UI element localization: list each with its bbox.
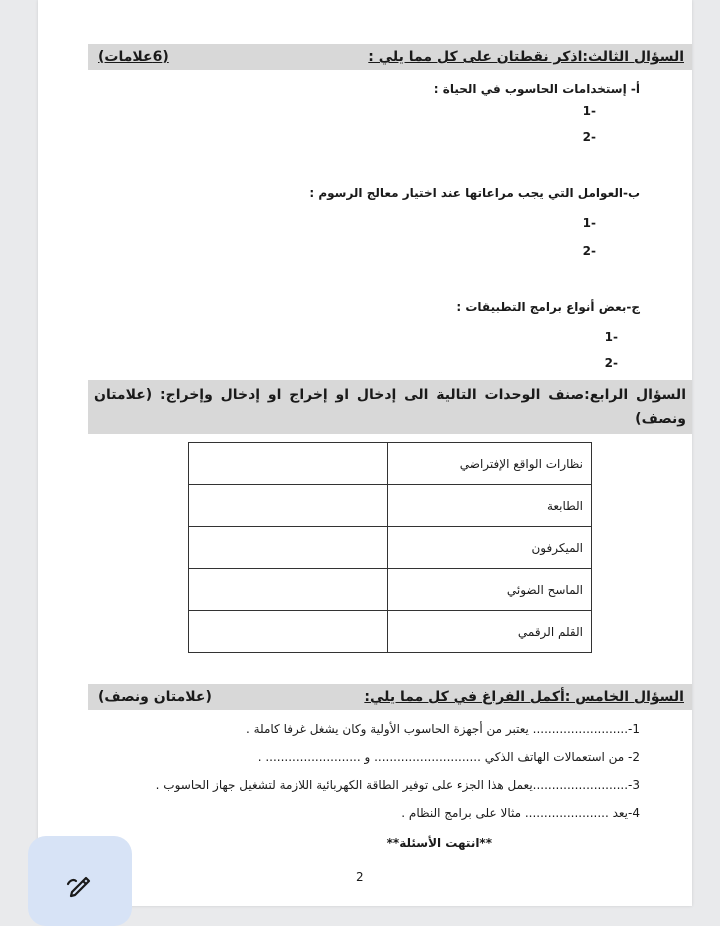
table-row (189, 527, 592, 569)
question-5-title: السؤال الخامس :أكمل الفراغ في كل مما يلي: (364, 689, 684, 705)
answer-cell[interactable] (189, 611, 388, 653)
page-number: 2 (356, 870, 364, 884)
device-label: الطابعة (388, 485, 592, 527)
fill-blank-item-4: 4-يعد ...................... مثالا على برامج النظام . (401, 806, 640, 820)
exam-page (38, 0, 692, 906)
question-5-marks: (علامتان ونصف) (98, 689, 212, 705)
answer-cell[interactable] (189, 569, 388, 611)
table-row (189, 569, 592, 611)
question-4-header (88, 380, 692, 434)
question-3-marks: (6علامات) (98, 49, 169, 65)
device-label: نظارات الواقع الإفتراضي (388, 443, 592, 485)
end-of-questions: **انتهت الأسئلة** (386, 836, 492, 850)
answer-line-3a-2: -2 (582, 130, 596, 144)
table-row (189, 443, 592, 485)
answer-line-3a-1: -1 (582, 104, 596, 118)
question-3-title: السؤال الثالث:اذكر نقطتان على كل مما يلي : (368, 49, 684, 65)
device-label: الماسح الضوئي (388, 569, 592, 611)
fill-blank-item-2: 2- من استعمالات الهاتف الذكي ............................ و ......................... . (257, 750, 640, 764)
table-row (189, 485, 592, 527)
question-5-header (88, 684, 692, 710)
fill-blank-item-3: 3-.........................يعمل هذا الجزء على توفير الطاقة الكهربائية اللازمة لتشغيل جهاز الحاسوب . (155, 778, 640, 792)
fill-blank-item-1: 1-......................... يعتبر من أجهزة الحاسوب الأولية وكان يشغل غرفا كاملة . (245, 722, 640, 736)
question-4-title: السؤال الرابع:صنف الوحدات التالية الى إدخال او إخراج او إدخال وإخراج: (علامتان ونصف) (94, 387, 686, 427)
question-3b-label: ب-العوامل التي يجب مراعاتها عند اختيار معالج الرسوم : (309, 186, 640, 200)
answer-cell[interactable] (189, 485, 388, 527)
answer-line-3c-2: -2 (604, 356, 618, 370)
edit-pen-icon (64, 870, 94, 900)
answer-line-3b-1: -1 (582, 216, 596, 230)
answer-cell[interactable] (189, 527, 388, 569)
question-3-header (88, 44, 692, 70)
question-3c-label: ج-بعض أنواع برامج التطبيقات : (456, 300, 640, 314)
classification-table (188, 442, 592, 653)
answer-line-3b-2: -2 (582, 244, 596, 258)
question-3a-label: أ- إستخدامات الحاسوب في الحياة : (433, 82, 640, 96)
edit-fab-button[interactable] (28, 836, 132, 926)
answer-cell[interactable] (189, 443, 388, 485)
table-row (189, 611, 592, 653)
answer-line-3c-1: -1 (604, 330, 618, 344)
device-label: القلم الرقمي (388, 611, 592, 653)
device-label: الميكرفون (388, 527, 592, 569)
